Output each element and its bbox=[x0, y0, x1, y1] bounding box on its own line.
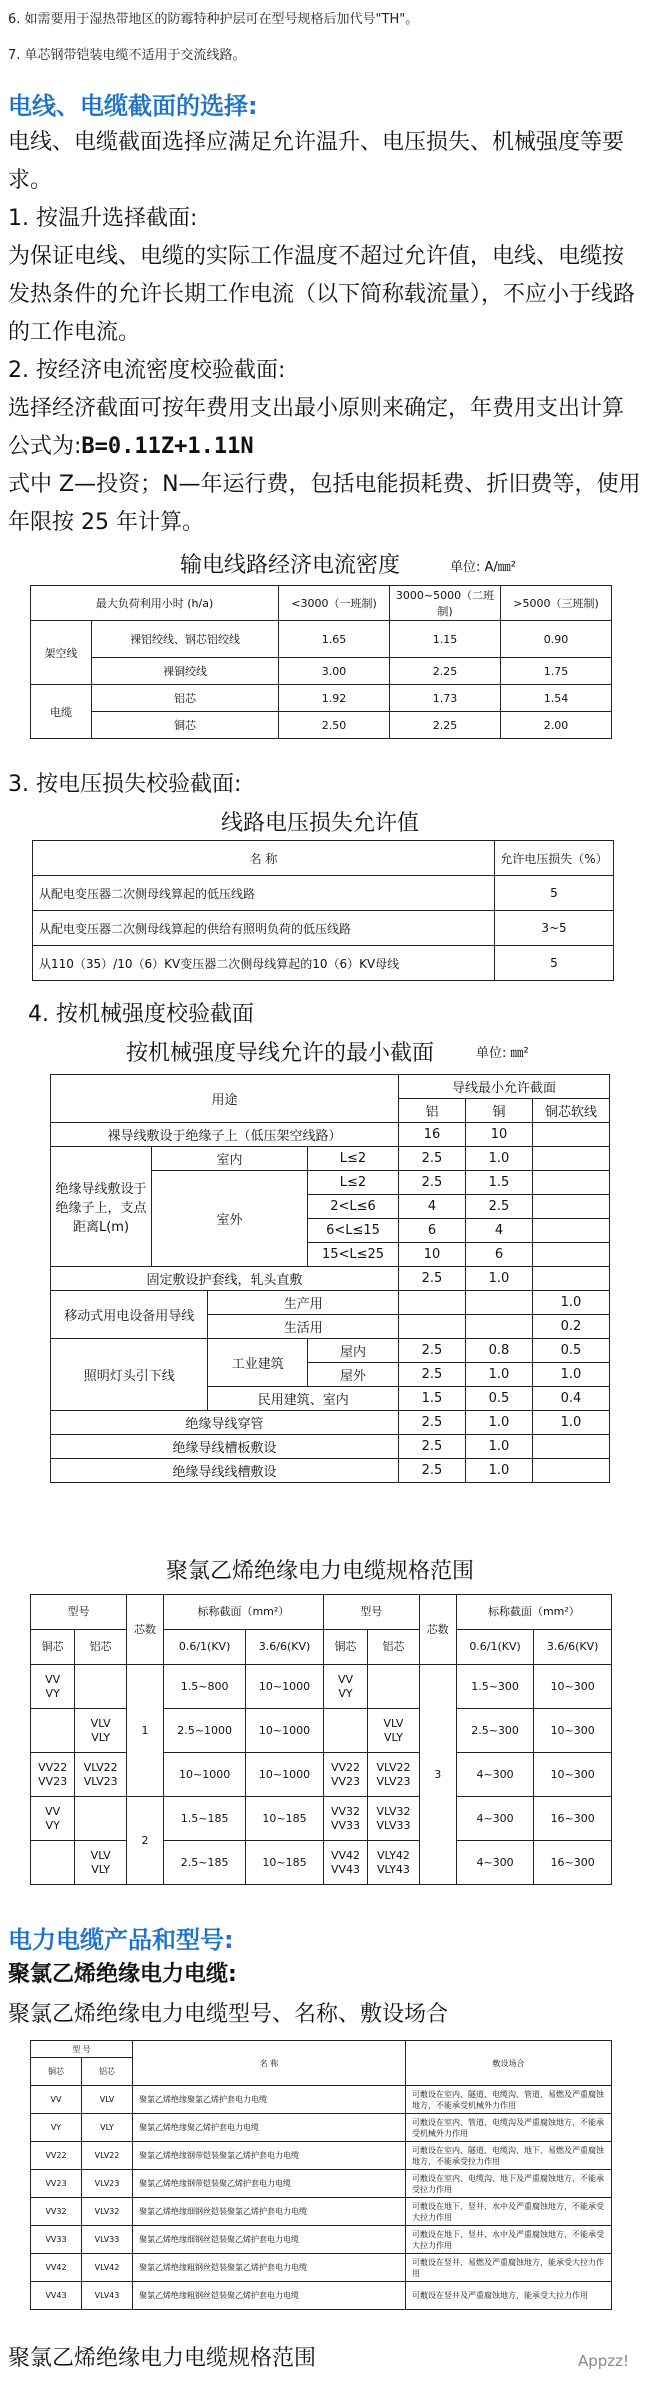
t4-h-cores: 芯数 bbox=[419, 1595, 456, 1665]
t4-cell: 10~1000 bbox=[246, 1753, 324, 1797]
pvc-cable-spec-table bbox=[30, 1594, 612, 1885]
table3-industrial: 工业建筑 bbox=[208, 1339, 308, 1387]
table3-label: 绝缘导线线槽敷设 bbox=[51, 1459, 399, 1483]
table3-cell: 0.5 bbox=[533, 1339, 610, 1363]
table3-cond: 屋外 bbox=[308, 1363, 399, 1387]
table1-cell: 0.90 bbox=[501, 621, 612, 658]
t4-cell: VV42 VV43 bbox=[323, 1841, 367, 1885]
t5-al: VLV43 bbox=[82, 2282, 133, 2310]
t5-use: 可敷设在室内、管道、电缆沟及严重腐蚀地方，不能承受机械外力作用 bbox=[406, 2114, 612, 2142]
table1-header: <3000（一班制) bbox=[279, 586, 390, 621]
t5-cu: VV bbox=[31, 2086, 82, 2114]
table3-cell: 2.5 bbox=[399, 1435, 466, 1459]
table3-cell: 4 bbox=[466, 1219, 533, 1243]
table1-header: >5000（三班制) bbox=[501, 586, 612, 621]
table-row bbox=[51, 1147, 610, 1171]
t4-h-section: 标称截面（mm²） bbox=[163, 1595, 323, 1630]
t5-use: 可敷设在竖井及严重腐蚀地方，能承受大拉力作用 bbox=[406, 2282, 612, 2310]
t4-h-36: 3.6/6(KV) bbox=[534, 1630, 612, 1665]
table1-name: 铝芯 bbox=[92, 685, 279, 712]
t5-cu: VV32 bbox=[31, 2198, 82, 2226]
t4-cores: 2 bbox=[126, 1797, 163, 1885]
intro-paragraph: 电线、电缆截面选择应满足允许温升、电压损失、机械强度等要求。 bbox=[8, 130, 625, 193]
table2-value: 5 bbox=[495, 876, 614, 911]
t5-h-name: 名 称 bbox=[133, 2041, 406, 2086]
table4-title: 聚氯乙烯绝缘电力电缆规格范围 bbox=[165, 1559, 474, 1584]
t4-cell: 2.5~1000 bbox=[163, 1709, 245, 1753]
table1-name: 裸铝绞线、钢芯铝绞线 bbox=[92, 621, 279, 658]
t4-h-section: 标称截面（mm²） bbox=[456, 1595, 611, 1630]
table3-cell bbox=[533, 1123, 610, 1147]
t4-cell: VLV VLY bbox=[368, 1709, 420, 1753]
table3-cell: 2.5 bbox=[399, 1459, 466, 1483]
table3-civil: 民用建筑、室内 bbox=[208, 1387, 399, 1411]
table-row bbox=[33, 841, 614, 876]
t4-cell: VV VY bbox=[31, 1797, 75, 1841]
t5-al: VLV33 bbox=[82, 2226, 133, 2254]
table1-cell: 1.73 bbox=[390, 685, 501, 712]
t4-cell: 16~300 bbox=[534, 1841, 612, 1885]
item1-text: 为保证电线、电缆的实际工作温度不超过允许值，电线、电缆按发热条件的允许长期工作电流（以下简称载流量），不应小于线路的工作电流。 bbox=[8, 244, 636, 345]
table3-cell: 1.5 bbox=[466, 1171, 533, 1195]
table1-cell: 1.92 bbox=[279, 685, 390, 712]
table-row bbox=[51, 1435, 610, 1459]
table3-indoor: 室内 bbox=[152, 1147, 308, 1171]
table3-cell: 2.5 bbox=[399, 1171, 466, 1195]
t4-cell: VV VY bbox=[31, 1665, 75, 1709]
t4-h-36: 3.6/6(KV) bbox=[246, 1630, 324, 1665]
table3-cell bbox=[399, 1315, 466, 1339]
t5-h-al: 铝芯 bbox=[82, 2058, 133, 2086]
t4-cell bbox=[75, 1797, 127, 1841]
t5-use: 可敷设在室内、隧道、电缆沟、管道、易燃及严重腐蚀地方，不能承受机械外力作用 bbox=[406, 2086, 612, 2114]
item2-title: 2. 按经济电流密度校验截面: bbox=[8, 358, 286, 383]
t4-cell: VLV VLY bbox=[75, 1841, 127, 1885]
table3-cell bbox=[533, 1435, 610, 1459]
table-row bbox=[31, 685, 612, 712]
table3-cell bbox=[533, 1195, 610, 1219]
table1-header: 最大负荷利用小时 (h/a) bbox=[31, 586, 279, 621]
table3-cell: 1.0 bbox=[533, 1291, 610, 1315]
table1-cell: 1.75 bbox=[501, 658, 612, 685]
t4-cell: VLY42 VLY43 bbox=[368, 1841, 420, 1885]
pvc-cable-model-table bbox=[30, 2040, 612, 2310]
t4-cell: VV22 VV23 bbox=[31, 1753, 75, 1797]
t5-al: VLY bbox=[82, 2114, 133, 2142]
table3-cell bbox=[533, 1219, 610, 1243]
table3-cell: 1.0 bbox=[533, 1411, 610, 1435]
table1-cell: 1.54 bbox=[501, 685, 612, 712]
t4-cell bbox=[31, 1709, 75, 1753]
t4-cell: VLV32 VLV33 bbox=[368, 1797, 420, 1841]
table-row bbox=[51, 1339, 610, 1363]
table3-cond: 15<L≤25 bbox=[308, 1243, 399, 1267]
mechanical-strength-table bbox=[50, 1074, 610, 1483]
note-7: 7. 单芯钢带铠装电缆不适用于交流线路。 bbox=[8, 48, 246, 63]
section3-title: 3. 按电压损失校验截面: bbox=[8, 772, 242, 797]
table3-cell: 0.5 bbox=[466, 1387, 533, 1411]
table3-cell: 1.0 bbox=[466, 1363, 533, 1387]
t4-cell: 2.5~185 bbox=[163, 1841, 245, 1885]
table3-cell bbox=[399, 1291, 466, 1315]
t4-cell: 1.5~185 bbox=[163, 1797, 245, 1841]
table3-cond: 2<L≤6 bbox=[308, 1195, 399, 1219]
t4-cores: 3 bbox=[419, 1665, 456, 1885]
t5-name: 聚氯乙烯绝缘细钢丝铠装聚氯乙烯护套电力电缆 bbox=[133, 2198, 406, 2226]
t4-cell: 10~300 bbox=[534, 1665, 612, 1709]
t5-name: 聚氯乙烯绝缘细钢丝铠装聚乙烯护套电力电缆 bbox=[133, 2226, 406, 2254]
table-row bbox=[31, 2114, 612, 2142]
pvc-cable-subtitle2: 聚氯乙烯绝缘电力电缆型号、名称、敷设场合 bbox=[8, 2002, 449, 2027]
table3-header-soft: 铜芯软线 bbox=[533, 1099, 610, 1123]
t4-h-cu: 铜芯 bbox=[323, 1630, 367, 1665]
t4-h-al: 铝芯 bbox=[368, 1630, 420, 1665]
section-heading-products: 电力电缆产品和型号: bbox=[8, 1926, 234, 1954]
table3-cell bbox=[533, 1171, 610, 1195]
table3-label: 裸导线敷设于绝缘子上（低压架空线路） bbox=[51, 1123, 399, 1147]
section4-title: 4. 按机械强度校验截面 bbox=[28, 1002, 254, 1027]
t4-cell: 10~300 bbox=[534, 1753, 612, 1797]
table2-header-value: 允许电压损失（%） bbox=[495, 841, 614, 876]
t5-cu: VV43 bbox=[31, 2282, 82, 2310]
t5-al: VLV42 bbox=[82, 2254, 133, 2282]
t5-use: 可敷设在地下、竖井、水中及严重腐蚀地方，不能承受大拉力作用 bbox=[406, 2198, 612, 2226]
table1-name: 裸铜绞线 bbox=[92, 658, 279, 685]
table3-cell bbox=[533, 1267, 610, 1291]
table2-name: 从110（35）/10（6）KV变压器二次侧母线算起的10（6）KV母线 bbox=[33, 946, 495, 981]
table-row bbox=[51, 1267, 610, 1291]
table-row bbox=[31, 2226, 612, 2254]
t4-cell: 1.5~800 bbox=[163, 1665, 245, 1709]
table3-cell: 2.5 bbox=[399, 1147, 466, 1171]
t4-cell bbox=[75, 1665, 127, 1709]
t4-cell: 4~300 bbox=[456, 1797, 534, 1841]
table-row bbox=[31, 658, 612, 685]
t4-h-al: 铝芯 bbox=[75, 1630, 127, 1665]
t5-name: 聚氯乙烯绝缘聚氯乙烯护套电力电缆 bbox=[133, 2086, 406, 2114]
item2-text2: 式中 Z—投资；N—年运行费，包括电能损耗费、折旧费等，使用年限按 25 年计算。 bbox=[8, 472, 641, 535]
table2-header-name: 名 称 bbox=[33, 841, 495, 876]
table3-cell: 0.2 bbox=[533, 1315, 610, 1339]
item1-title: 1. 按温升选择截面: bbox=[8, 206, 198, 231]
table-row bbox=[51, 1123, 610, 1147]
t4-cell: 2.5~300 bbox=[456, 1709, 534, 1753]
table-row bbox=[31, 2282, 612, 2310]
table-row bbox=[51, 1459, 610, 1483]
t4-cell: 4~300 bbox=[456, 1753, 534, 1797]
table-row bbox=[31, 586, 612, 621]
item2-text-body: 选择经济截面可按年费用支出最小原则来确定，年费用支出计算公式为: bbox=[8, 396, 625, 459]
table3-cell bbox=[466, 1291, 533, 1315]
table1-cell: 2.25 bbox=[390, 712, 501, 739]
table1-cell: 2.00 bbox=[501, 712, 612, 739]
cost-formula: B=0.11Z+1.11N bbox=[81, 434, 254, 459]
table3-cond: 6<L≤15 bbox=[308, 1219, 399, 1243]
table3-cell bbox=[466, 1315, 533, 1339]
item2-text bbox=[8, 390, 643, 466]
table3-outdoor: 室外 bbox=[152, 1171, 308, 1267]
table1-name: 铜芯 bbox=[92, 712, 279, 739]
table3-ins-label: 绝缘导线敷设于绝缘子上，支点距离L(m) bbox=[51, 1147, 152, 1267]
t4-h-06: 0.6/1(KV) bbox=[456, 1630, 534, 1665]
t5-h-cu: 铜芯 bbox=[31, 2058, 82, 2086]
table3-cell: 1.0 bbox=[533, 1363, 610, 1387]
t5-h-model: 型 号 bbox=[31, 2041, 133, 2058]
table2-value: 5 bbox=[495, 946, 614, 981]
table3-cell: 1.0 bbox=[466, 1267, 533, 1291]
table3-cell: 1.0 bbox=[466, 1459, 533, 1483]
voltage-loss-table bbox=[32, 840, 614, 981]
table3-header-min: 导线最小允许截面 bbox=[399, 1075, 610, 1099]
t4-cores: 1 bbox=[126, 1665, 163, 1797]
t4-cell: 10~1000 bbox=[246, 1665, 324, 1709]
economic-current-density-table bbox=[30, 585, 612, 739]
t4-h-model: 型号 bbox=[323, 1595, 419, 1630]
table3-cell bbox=[533, 1459, 610, 1483]
table3-header-use: 用途 bbox=[51, 1075, 399, 1123]
table-row bbox=[33, 876, 614, 911]
t4-cell bbox=[323, 1709, 367, 1753]
table2-name: 从配电变压器二次侧母线算起的供给有照明负荷的低压线路 bbox=[33, 911, 495, 946]
table-row bbox=[33, 911, 614, 946]
t4-cell: 10~185 bbox=[246, 1797, 324, 1841]
table-row bbox=[31, 2041, 612, 2058]
table-row bbox=[31, 1753, 612, 1797]
table-row bbox=[31, 2086, 612, 2114]
t5-cu: VV23 bbox=[31, 2170, 82, 2198]
table1-cell: 2.25 bbox=[390, 658, 501, 685]
section-heading-selection: 电线、电缆截面的选择: bbox=[8, 92, 258, 120]
table1-cell: 3.00 bbox=[279, 658, 390, 685]
table3-mobile-label: 移动式用电设备用导线 bbox=[51, 1291, 208, 1339]
t4-cell: 1.5~300 bbox=[456, 1665, 534, 1709]
table-row bbox=[31, 2170, 612, 2198]
table1-cell: 1.65 bbox=[279, 621, 390, 658]
table3-cond: L≤2 bbox=[308, 1147, 399, 1171]
table3-unit: 单位: ㎜² bbox=[476, 1046, 529, 1061]
table-row bbox=[31, 2254, 612, 2282]
table1-group: 电缆 bbox=[31, 685, 92, 739]
t4-cell: 10~185 bbox=[246, 1841, 324, 1885]
t5-cu: VY bbox=[31, 2114, 82, 2142]
t5-cu: VV42 bbox=[31, 2254, 82, 2282]
t5-name: 聚氯乙烯绝缘粗钢丝铠装聚氯乙烯护套电力电缆 bbox=[133, 2254, 406, 2282]
watermark-logo: Appzz! bbox=[578, 2352, 630, 2370]
table3-cell: 1.5 bbox=[399, 1387, 466, 1411]
table1-cell: 1.15 bbox=[390, 621, 501, 658]
table3-cell: 10 bbox=[399, 1243, 466, 1267]
t5-cu: VV33 bbox=[31, 2226, 82, 2254]
pvc-cable-subtitle: 聚氯乙烯绝缘电力电缆: bbox=[8, 1962, 237, 1987]
t5-name: 聚氯乙烯绝缘钢带铠装聚氯乙烯护套电力电缆 bbox=[133, 2142, 406, 2170]
table3-cell: 0.8 bbox=[466, 1339, 533, 1363]
table3-cond: 生产用 bbox=[208, 1291, 399, 1315]
table-row bbox=[31, 712, 612, 739]
table3-cell: 0.4 bbox=[533, 1387, 610, 1411]
table3-cond: 生活用 bbox=[208, 1315, 399, 1339]
t4-cell: 10~1000 bbox=[246, 1709, 324, 1753]
table1-unit: 单位: A/㎜² bbox=[450, 560, 516, 575]
t4-cell bbox=[31, 1841, 75, 1885]
t4-cell: 4~300 bbox=[456, 1841, 534, 1885]
table-row bbox=[31, 1709, 612, 1753]
table-row bbox=[31, 1595, 612, 1630]
t5-al: VLV22 bbox=[82, 2142, 133, 2170]
t4-cell: 10~300 bbox=[534, 1709, 612, 1753]
t5-al: VLV bbox=[82, 2086, 133, 2114]
t4-cell: VV32 VV33 bbox=[323, 1797, 367, 1841]
table3-cond: L≤2 bbox=[308, 1171, 399, 1195]
table3-header-al: 铝 bbox=[399, 1099, 466, 1123]
table3-cell: 2.5 bbox=[399, 1411, 466, 1435]
t4-cell: 16~300 bbox=[534, 1797, 612, 1841]
t4-cell: VV VY bbox=[323, 1665, 367, 1709]
table3-cell: 2.5 bbox=[399, 1339, 466, 1363]
table3-cell: 2.5 bbox=[399, 1363, 466, 1387]
t5-use: 可敷设在竖井、易燃及严重腐蚀地方，能承受大拉力作用 bbox=[406, 2254, 612, 2282]
table-row bbox=[31, 2198, 612, 2226]
t5-name: 聚氯乙烯绝缘粗钢丝铠装聚乙烯护套电力电缆 bbox=[133, 2282, 406, 2310]
t4-cell: 10~1000 bbox=[163, 1753, 245, 1797]
table3-cell: 4 bbox=[399, 1195, 466, 1219]
table3-cell: 1.0 bbox=[466, 1411, 533, 1435]
table3-title: 按机械强度导线允许的最小截面 bbox=[125, 1041, 434, 1066]
table3-cell: 2.5 bbox=[466, 1195, 533, 1219]
table3-label: 绝缘导线槽板敷设 bbox=[51, 1435, 399, 1459]
t5-use: 可敷设在室内、隧道、电缆沟、地下、易燃及严重腐蚀地方，不能承受拉力作用 bbox=[406, 2142, 612, 2170]
table-row bbox=[31, 621, 612, 658]
table2-name: 从配电变压器二次侧母线算起的低压线路 bbox=[33, 876, 495, 911]
t4-cell: VLV22 VLV23 bbox=[368, 1753, 420, 1797]
t4-cell: VV22 VV23 bbox=[323, 1753, 367, 1797]
table-row bbox=[31, 2142, 612, 2170]
table-row bbox=[51, 1411, 610, 1435]
table3-label: 固定敷设护套线，轧头直敷 bbox=[51, 1267, 399, 1291]
table3-cell: 1.0 bbox=[466, 1147, 533, 1171]
table3-cell: 16 bbox=[399, 1123, 466, 1147]
t5-al: VLV32 bbox=[82, 2198, 133, 2226]
t4-h-model: 型号 bbox=[31, 1595, 127, 1630]
t5-use: 可敷设在地下、竖井、水中及严重腐蚀地方，不能承受大拉力作用 bbox=[406, 2226, 612, 2254]
table-row bbox=[31, 1630, 612, 1665]
t4-cell: VLV VLY bbox=[75, 1709, 127, 1753]
table-row bbox=[31, 1797, 612, 1841]
table1-cell: 2.50 bbox=[279, 712, 390, 739]
table3-cell: 6 bbox=[466, 1243, 533, 1267]
table3-light-label: 照明灯头引下线 bbox=[51, 1339, 208, 1411]
table3-header-cu: 铜 bbox=[466, 1099, 533, 1123]
table-row bbox=[33, 946, 614, 981]
table3-cond: 屋内 bbox=[308, 1339, 399, 1363]
footer-title: 聚氯乙烯绝缘电力电缆规格范围 bbox=[8, 2346, 317, 2371]
table-row bbox=[51, 1291, 610, 1315]
t5-al: VLV23 bbox=[82, 2170, 133, 2198]
table1-group: 架空线 bbox=[31, 621, 92, 685]
table2-value: 3~5 bbox=[495, 911, 614, 946]
t4-cell: VLV22 VLV23 bbox=[75, 1753, 127, 1797]
t4-h-cores: 芯数 bbox=[126, 1595, 163, 1665]
t4-h-06: 0.6/1(KV) bbox=[163, 1630, 245, 1665]
t5-name: 聚氯乙烯绝缘聚乙烯护套电力电缆 bbox=[133, 2114, 406, 2142]
t5-use: 可敷设在室内、电缆沟、地下及严重腐蚀地方，不能承受拉力作用 bbox=[406, 2170, 612, 2198]
table3-cell: 1.0 bbox=[466, 1435, 533, 1459]
table-row bbox=[51, 1075, 610, 1099]
t4-h-cu: 铜芯 bbox=[31, 1630, 75, 1665]
table3-cell bbox=[533, 1147, 610, 1171]
t5-cu: VV22 bbox=[31, 2142, 82, 2170]
t5-h-use: 敷设场合 bbox=[406, 2041, 612, 2086]
table3-cell: 6 bbox=[399, 1219, 466, 1243]
table1-header: 3000~5000（二班制) bbox=[390, 586, 501, 621]
table3-cell: 2.5 bbox=[399, 1267, 466, 1291]
table-row bbox=[31, 1665, 612, 1709]
note-6: 6. 如需要用于湿热带地区的防霉特种护层可在型号规格后加代号"TH"。 bbox=[8, 12, 419, 27]
table2-title: 线路电压损失允许值 bbox=[220, 811, 419, 836]
t5-name: 聚氯乙烯绝缘钢带铠装聚乙烯护套电力电缆 bbox=[133, 2170, 406, 2198]
table1-title: 输电线路经济电流密度 bbox=[179, 553, 400, 578]
table3-label: 绝缘导线穿管 bbox=[51, 1411, 399, 1435]
table-row bbox=[31, 1841, 612, 1885]
t4-cell bbox=[368, 1665, 420, 1709]
table3-cell: 10 bbox=[466, 1123, 533, 1147]
table3-cell bbox=[533, 1243, 610, 1267]
